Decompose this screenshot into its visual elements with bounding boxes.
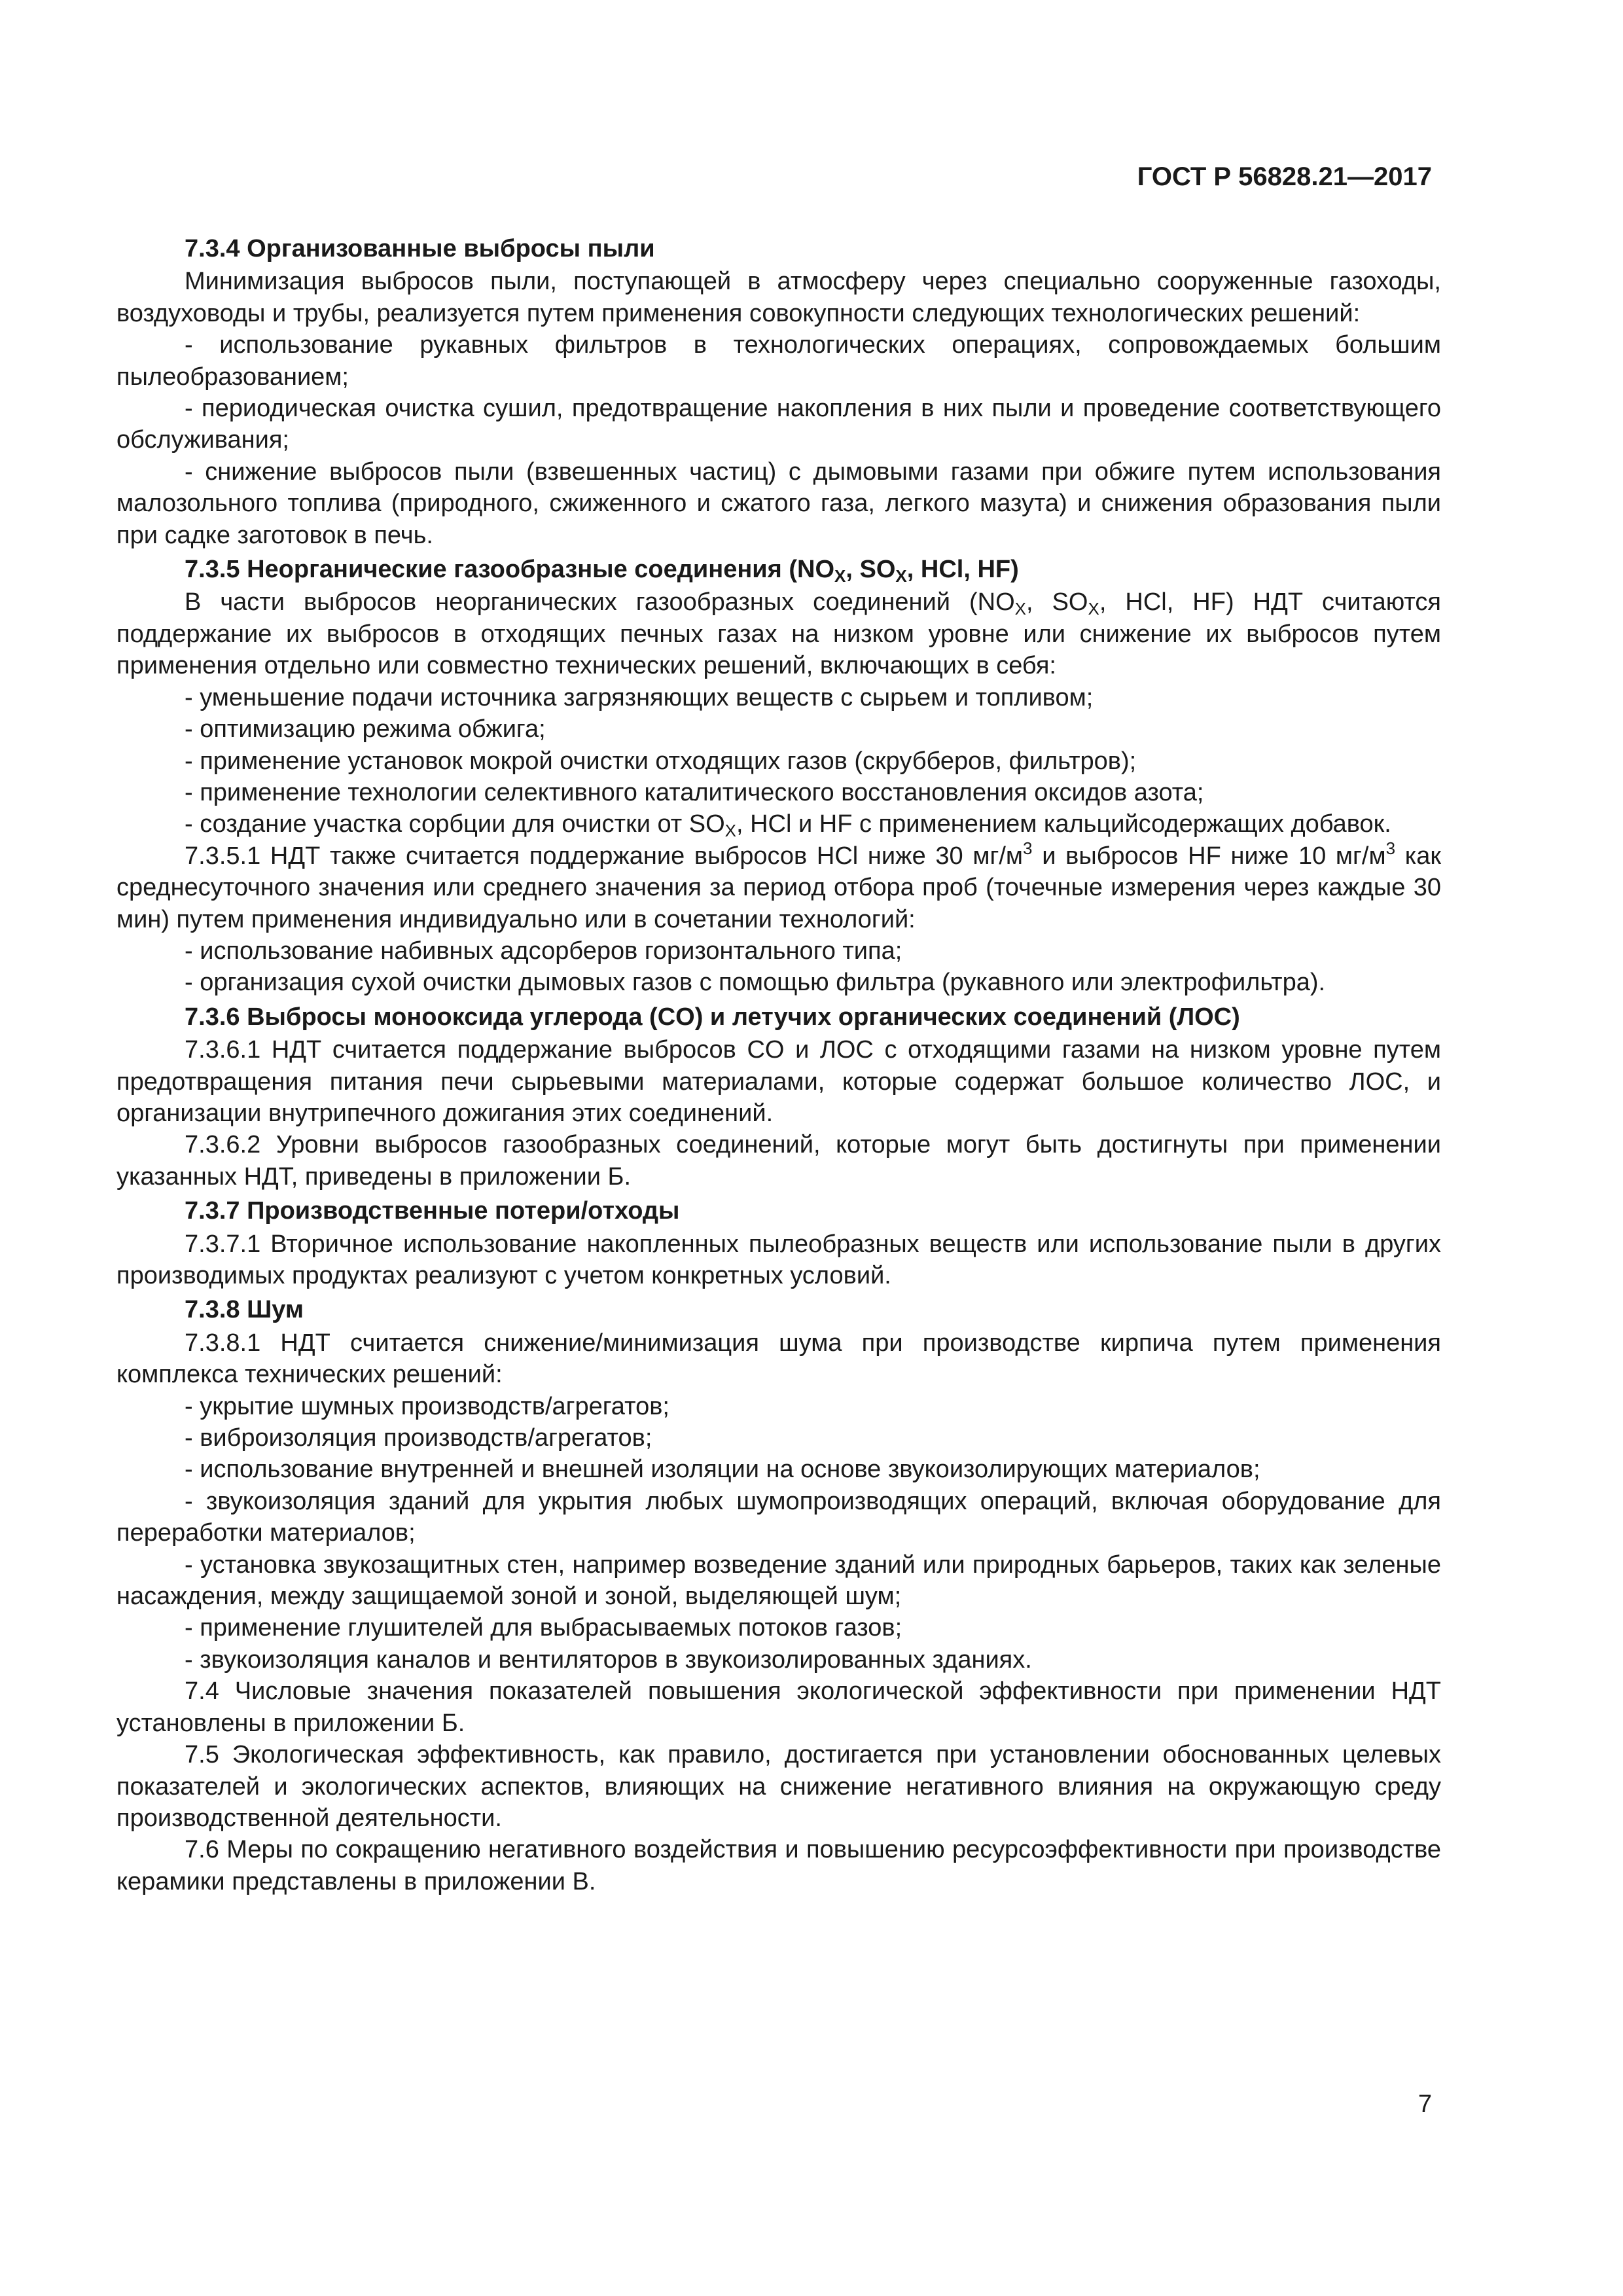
- section-heading-7-3-5: 7.3.5 Неорганические газообразные соединения ($NO_X$, $SO_X$, HCl, HF): [185, 556, 1019, 586]
- paragraph-7-5: 7.5 Экологическая эффективность, как правило, достигается при установлении обоснованных целевых показателей и экологических аспектов, влияющих на снижение негативного влияния на окружающую среду производственной деятельности.: [116, 1741, 1441, 1832]
- paragraph-7-3-6-2: 7.3.6.2 Уровни выбросов газообразных соединений, которые могут быть достигнуты при применении указанных НДТ, приведены в приложении Б.: [116, 1131, 1441, 1191]
- section-heading-7-3-8: 7.3.8 Шум: [185, 1296, 304, 1324]
- list-item: - снижение выбросов пыли (взвешенных частиц) с дымовыми газами при обжиге путем использования малозольного топлива (природного, сжиженного и сжатого газа, легкого мазута) и снижения образования пыли при садке заготовок в печь.: [116, 457, 1441, 549]
- list-item: - применение установок мокрой очистки отходящих газов (скрубберов, фильтров);: [185, 747, 1137, 775]
- list-item: - укрытие шумных производств/агрегатов;: [185, 1392, 669, 1420]
- paragraph: В части выбросов неорганических газообразных соединений ($NO_X$, $SO_X$, HCl, HF) НДТ считаются поддержание их выбросов в отходящих печных газах на низком уровне или снижение их выбросов путем применения отдельно или совместно технических решений, включающих в себя:: [116, 588, 1441, 680]
- document-body: [116, 230, 1441, 1897]
- list-item: - звукоизоляция зданий для укрытия любых шумопроизводящих операций, включая оборудование для переработки материалов;: [116, 1487, 1441, 1547]
- list-item: - оптимизацию режима обжига;: [185, 715, 546, 744]
- paragraph-7-4: 7.4 Числовые значения показателей повышения экологической эффективности при применении НДТ установлены в приложении Б.: [116, 1677, 1441, 1737]
- list-item: - уменьшение подачи источника загрязняющих веществ с сырьем и топливом;: [185, 683, 1094, 711]
- section-heading-7-3-6: 7.3.6 Выбросы монооксида углерода (CO) и летучих органических соединений (ЛОС): [185, 1003, 1240, 1031]
- list-item: - использование набивных адсорберов горизонтального типа;: [185, 937, 902, 965]
- paragraph-7-3-5-1: 7.3.5.1 НДТ также считается поддержание выбросов HCl ниже 30 $мг/м^3$ и выбросов HF ниже 10 $мг/м^3$ как среднесуточного значения или среднего значения за период отбора проб (точечные измерения через каждые 30 мин) путем применения индивидуально или в сочетании технологий:: [116, 838, 1441, 933]
- paragraph-7-3-6-1: 7.3.6.1 НДТ считается поддержание выбросов CO и ЛОС с отходящими газами на низком уровне путем предотвращения питания печи сырьевыми материалами, которые содержат большое количество ЛОС, и организации внутрипечного дожигания этих соединений.: [116, 1036, 1441, 1127]
- document-code: ГОСТ Р 56828.21—2017: [1137, 162, 1432, 191]
- list-item: - установка звукозащитных стен, например возведение зданий или природных барьеров, таких как зеленые насаждения, между защищаемой зоной и зоной, выделяющей шум;: [116, 1551, 1441, 1611]
- paragraph: Минимизация выбросов пыли, поступающей в атмосферу через специально сооруженные газоходы, воздуховоды и трубы, реализуется путем применения совокупности следующих технологических решений:: [116, 268, 1441, 327]
- list-item: - звукоизоляция каналов и вентиляторов в звукоизолированных зданиях.: [185, 1645, 1032, 1674]
- list-item: - использование рукавных фильтров в технологических операциях, сопровождаемых большим пылеобразованием;: [116, 331, 1441, 391]
- paragraph-7-6: 7.6 Меры по сокращению негативного воздействия и повышению ресурсоэффективности при производстве керамики представлены в приложении В.: [116, 1836, 1441, 1895]
- section-heading-7-3-7: 7.3.7 Производственные потери/отходы: [185, 1197, 680, 1225]
- list-item: - виброизоляция производств/агрегатов;: [185, 1424, 652, 1452]
- list-item: - периодическая очистка сушил, предотвращение накопления в них пыли и проведение соответствующего обслуживания;: [116, 395, 1441, 454]
- list-item: - организация сухой очистки дымовых газов с помощью фильтра (рукавного или электрофильтра).: [185, 969, 1326, 997]
- list-item: - использование внутренней и внешней изоляции на основе звукоизолирующих материалов;: [185, 1456, 1260, 1484]
- paragraph-7-3-7-1: 7.3.7.1 Вторичное использование накопленных пылеобразных веществ или использование пыли в других производимых продуктах реализуют с учетом конкретных условий.: [116, 1230, 1441, 1289]
- page-number: 7: [1418, 2090, 1432, 2118]
- section-heading-7-3-4: 7.3.4 Организованные выбросы пыли: [185, 235, 655, 262]
- list-item: - применение глушителей для выбрасываемых потоков газов;: [185, 1614, 902, 1642]
- paragraph-7-3-8-1: 7.3.8.1 НДТ считается снижение/минимизация шума при производстве кирпича путем применения комплекса технических решений:: [116, 1329, 1441, 1389]
- list-item: - создание участка сорбции для очистки от $SO_X$, HCl и HF с применением кальцийсодержащих добавок.: [185, 810, 1391, 841]
- list-item: - применение технологии селективного каталитического восстановления оксидов азота;: [185, 778, 1204, 806]
